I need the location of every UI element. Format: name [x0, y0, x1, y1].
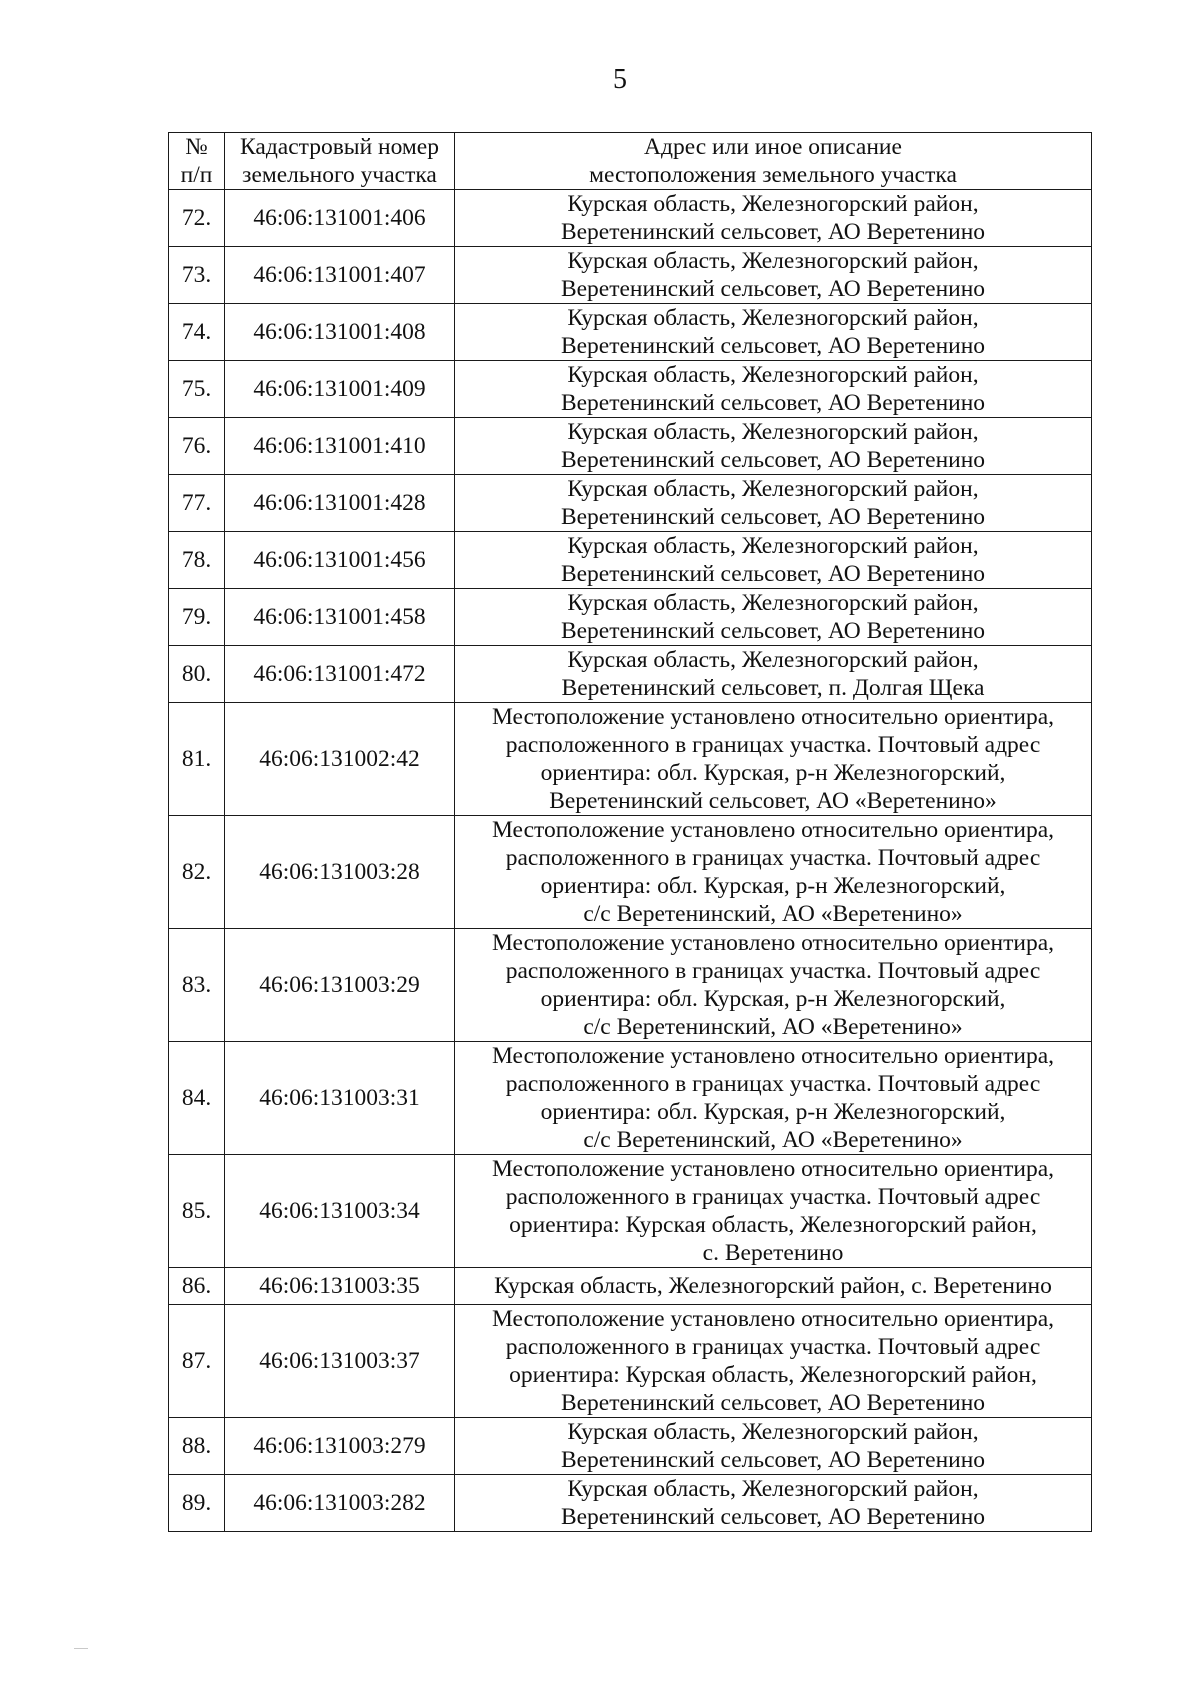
- row-number: 81.: [169, 703, 225, 816]
- address-cell: [455, 589, 1092, 646]
- table-row: [169, 589, 1092, 646]
- cadastral-number: 46:06:131003:35: [225, 1268, 455, 1305]
- cadastral-number: 46:06:131001:410: [225, 418, 455, 475]
- cadastral-number: 46:06:131001:409: [225, 361, 455, 418]
- cadastral-number: 46:06:131003:34: [225, 1155, 455, 1268]
- address-line: расположенного в границах участка. Почтовый адрес: [505, 958, 1041, 984]
- land-plots-table: [168, 132, 1092, 1532]
- table-row: [169, 532, 1092, 589]
- row-number: 88.: [169, 1418, 225, 1475]
- address-line: Веретенинский сельсовет, АО Веретенино: [560, 447, 986, 473]
- address-cell: [455, 1155, 1092, 1268]
- table-row: [169, 475, 1092, 532]
- cadastral-number: 46:06:131002:42: [225, 703, 455, 816]
- address-cell: [455, 703, 1092, 816]
- row-number: 82.: [169, 816, 225, 929]
- address-line: Веретенинский сельсовет, АО Веретенино: [560, 618, 986, 644]
- address-cell: [455, 646, 1092, 703]
- address-cell: [455, 475, 1092, 532]
- table-row: [169, 1305, 1092, 1418]
- address-cell: [455, 247, 1092, 304]
- table-header-row: [169, 133, 1092, 190]
- address-line: Веретенинский сельсовет, АО Веретенино: [560, 1504, 986, 1530]
- table-row: [169, 1268, 1092, 1305]
- address-line: Курская область, Железногорский район, с. Веретенино: [494, 1273, 1052, 1299]
- row-number: 83.: [169, 929, 225, 1042]
- row-number: 79.: [169, 589, 225, 646]
- address-line: Веретенинский сельсовет, АО Веретенино: [560, 1390, 986, 1416]
- row-number: 74.: [169, 304, 225, 361]
- address-line: Веретенинский сельсовет, АО Веретенино: [560, 276, 986, 302]
- table-row: [169, 1475, 1092, 1532]
- address-line: Курская область, Железногорский район,: [567, 647, 979, 673]
- address-line: Курская область, Железногорский район,: [567, 191, 979, 217]
- address-cell: [455, 418, 1092, 475]
- cadastral-number: 46:06:131003:29: [225, 929, 455, 1042]
- header-address: [455, 133, 1092, 190]
- address-cell: [455, 304, 1092, 361]
- cadastral-number: 46:06:131001:407: [225, 247, 455, 304]
- address-line: Веретенинский сельсовет, АО Веретенино: [560, 219, 986, 245]
- cadastral-number: 46:06:131003:282: [225, 1475, 455, 1532]
- address-line: Курская область, Железногорский район,: [567, 476, 979, 502]
- address-line: ориентира: обл. Курская, р-н Железногорский,: [540, 873, 1006, 899]
- address-line: Местоположение установлено относительно ориентира,: [491, 1306, 1055, 1332]
- header-cadastral: [225, 133, 455, 190]
- table-row: [169, 703, 1092, 816]
- row-number: 84.: [169, 1042, 225, 1155]
- address-line: с/с Веретенинский, АО «Веретенино»: [583, 901, 963, 927]
- address-cell: [455, 1418, 1092, 1475]
- header-cadastral-line-1: Кадастровый номер: [240, 134, 439, 160]
- address-line: Веретенинский сельсовет, АО Веретенино: [560, 561, 986, 587]
- address-line: Курская область, Железногорский район,: [567, 590, 979, 616]
- header-number-line-2: п/п: [180, 162, 213, 188]
- cadastral-number: 46:06:131001:428: [225, 475, 455, 532]
- address-line: Курская область, Железногорский район,: [567, 419, 979, 445]
- header-address-line-2: местоположения земельного участка: [589, 162, 957, 188]
- row-number: 76.: [169, 418, 225, 475]
- header-number-line-1: №: [185, 134, 208, 160]
- cadastral-number: 46:06:131003:37: [225, 1305, 455, 1418]
- address-line: расположенного в границах участка. Почтовый адрес: [505, 1071, 1041, 1097]
- row-number: 72.: [169, 190, 225, 247]
- address-line: ориентира: обл. Курская, р-н Железногорский,: [540, 986, 1006, 1012]
- table-body: [169, 190, 1092, 1532]
- address-line: Курская область, Железногорский район,: [567, 533, 979, 559]
- address-cell: [455, 816, 1092, 929]
- table-row: [169, 816, 1092, 929]
- cadastral-number: 46:06:131001:408: [225, 304, 455, 361]
- row-number: 86.: [169, 1268, 225, 1305]
- address-line: Курская область, Железногорский район,: [567, 305, 979, 331]
- cadastral-number: 46:06:131003:28: [225, 816, 455, 929]
- address-line: расположенного в границах участка. Почтовый адрес: [505, 732, 1041, 758]
- address-line: Веретенинский сельсовет, АО Веретенино: [560, 504, 986, 530]
- cadastral-number: 46:06:131001:472: [225, 646, 455, 703]
- address-line: ориентира: обл. Курская, р-н Железногорский,: [540, 1099, 1006, 1125]
- address-line: Местоположение установлено относительно ориентира,: [491, 817, 1055, 843]
- address-line: Местоположение установлено относительно ориентира,: [491, 1156, 1055, 1182]
- address-line: Курская область, Железногорский район,: [567, 1419, 979, 1445]
- address-line: Веретенинский сельсовет, АО Веретенино: [560, 390, 986, 416]
- address-line: Веретенинский сельсовет, АО Веретенино: [560, 1447, 986, 1473]
- address-line: Курская область, Железногорский район,: [567, 248, 979, 274]
- header-number: [169, 133, 225, 190]
- header-address-line-1: Адрес или иное описание: [644, 134, 902, 160]
- address-line: с. Веретенино: [702, 1240, 844, 1266]
- row-number: 73.: [169, 247, 225, 304]
- table-row: [169, 418, 1092, 475]
- address-line: расположенного в границах участка. Почтовый адрес: [505, 1184, 1041, 1210]
- address-line: Местоположение установлено относительно ориентира,: [491, 1043, 1055, 1069]
- row-number: 77.: [169, 475, 225, 532]
- address-cell: [455, 190, 1092, 247]
- address-line: Веретенинский сельсовет, АО Веретенино: [560, 333, 986, 359]
- table-row: [169, 1042, 1092, 1155]
- table-row: [169, 1155, 1092, 1268]
- cadastral-number: 46:06:131001:458: [225, 589, 455, 646]
- page-number: 5: [613, 64, 627, 95]
- address-cell: [455, 1305, 1092, 1418]
- address-line: с/с Веретенинский, АО «Веретенино»: [583, 1127, 963, 1153]
- scan-artifact: [74, 1648, 88, 1649]
- address-cell: [455, 1042, 1092, 1155]
- table-row: [169, 304, 1092, 361]
- address-line: ориентира: Курская область, Железногорский район,: [509, 1212, 1037, 1238]
- address-line: расположенного в границах участка. Почтовый адрес: [505, 1334, 1041, 1360]
- address-line: с/с Веретенинский, АО «Веретенино»: [583, 1014, 963, 1040]
- header-cadastral-line-2: земельного участка: [242, 162, 437, 188]
- table-row: [169, 929, 1092, 1042]
- address-line: ориентира: обл. Курская, р-н Железногорский,: [540, 760, 1006, 786]
- address-line: Местоположение установлено относительно ориентира,: [491, 930, 1055, 956]
- address-cell: [455, 361, 1092, 418]
- address-cell: [455, 929, 1092, 1042]
- address-line: Курская область, Железногорский район,: [567, 362, 979, 388]
- cadastral-number: 46:06:131001:406: [225, 190, 455, 247]
- row-number: 87.: [169, 1305, 225, 1418]
- table-row: [169, 361, 1092, 418]
- address-line: Местоположение установлено относительно ориентира,: [491, 704, 1055, 730]
- address-cell: [455, 1268, 1092, 1305]
- table-row: [169, 1418, 1092, 1475]
- address-cell: [455, 1475, 1092, 1532]
- row-number: 80.: [169, 646, 225, 703]
- row-number: 75.: [169, 361, 225, 418]
- address-line: Веретенинский сельсовет, п. Долгая Щека: [561, 675, 985, 701]
- address-line: Веретенинский сельсовет, АО «Веретенино»: [549, 788, 997, 814]
- table-row: [169, 646, 1092, 703]
- address-line: Курская область, Железногорский район,: [567, 1476, 979, 1502]
- table-row: [169, 247, 1092, 304]
- row-number: 78.: [169, 532, 225, 589]
- cadastral-number: 46:06:131003:279: [225, 1418, 455, 1475]
- row-number: 89.: [169, 1475, 225, 1532]
- table-row: [169, 190, 1092, 247]
- cadastral-number: 46:06:131001:456: [225, 532, 455, 589]
- address-cell: [455, 532, 1092, 589]
- row-number: 85.: [169, 1155, 225, 1268]
- cadastral-number: 46:06:131003:31: [225, 1042, 455, 1155]
- address-line: ориентира: Курская область, Железногорский район,: [509, 1362, 1037, 1388]
- address-line: расположенного в границах участка. Почтовый адрес: [505, 845, 1041, 871]
